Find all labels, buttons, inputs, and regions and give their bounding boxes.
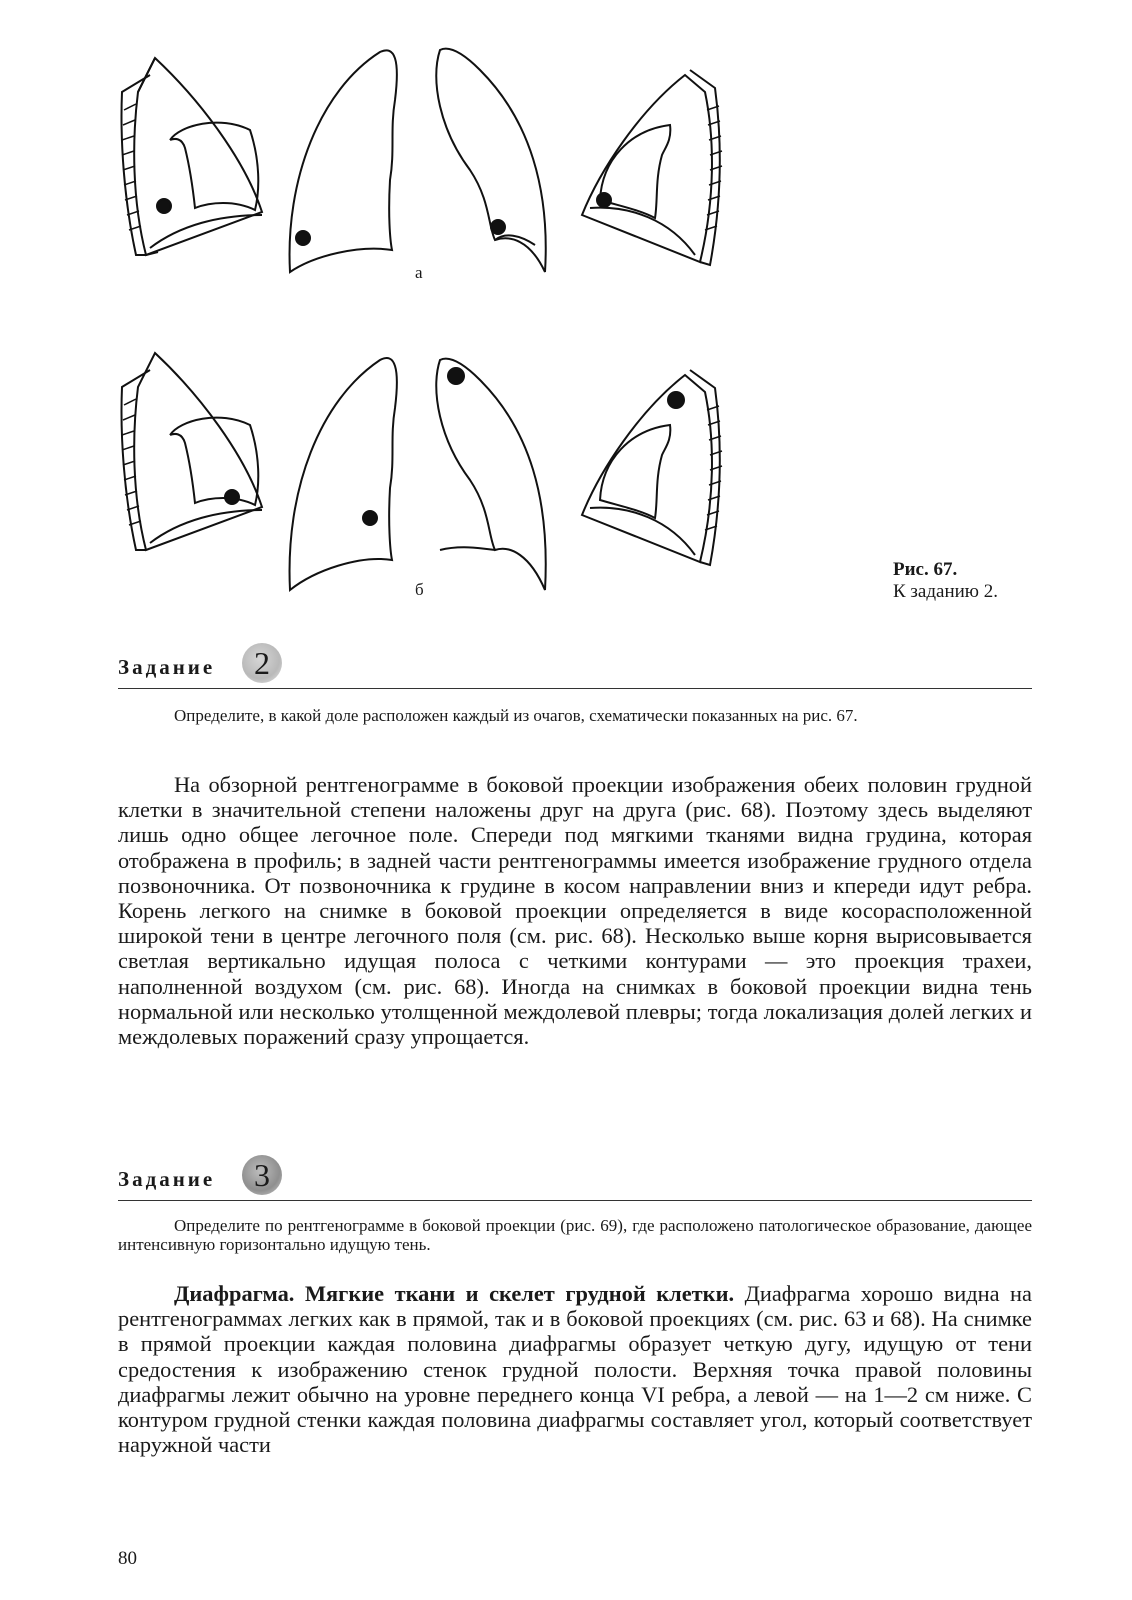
lesion-dot [448,368,464,384]
page-number: 80 [118,1548,137,1569]
lesion-dot [668,392,684,408]
lung-diagrams [110,30,810,620]
task3-heading [118,1167,215,1192]
lesion-dot [597,193,611,207]
task2-heading [118,655,215,680]
paragraph-diaphragm [118,1281,1032,1457]
task3-number: 3 [254,1157,270,1193]
lesion-dot [225,490,239,504]
lesion-dot [157,199,171,213]
figure-caption-number: Рис. 67. [893,559,958,580]
lung-lateral-right-b [122,353,262,550]
lesion-dot [296,231,310,245]
lung-lateral-right-a [122,58,262,255]
paragraph-diaphragm-lead: Диафрагма. Мягкие ткани и скелет грудной клетки. [174,1281,735,1306]
figure-caption-text: К заданию 2. [893,581,998,602]
task3-divider [118,1200,1032,1201]
task2-text: Определите, в какой доле расположен каждый из очагов, схематически показанных на рис. 67. [174,706,858,725]
task3-text: Определите по рентгенограмме в боковой проекции (рис. 69), где расположено патологическое образование, дающее интенсивную горизонтально идущую тень. [118,1216,1032,1254]
figure-label-b: б [415,580,424,599]
task2-divider [118,688,1032,689]
lung-frontal-left-b [436,359,545,590]
lung-lateral-left-b [582,370,722,565]
task2-number: 2 [254,645,270,681]
task3-heading-label: Задание [118,1167,216,1191]
lung-frontal-right-b [290,358,397,590]
task2-heading-label: Задание [118,655,216,679]
lesion-dot [363,511,377,525]
figure-label-a: а [415,263,423,282]
figure-67 [110,30,810,620]
lung-frontal-right-a [290,50,397,272]
paragraph-lateral-projection: На обзорной рентгенограмме в боковой проекции изображения обеих половин грудной клетки в значительной степени наложены друг на друга (рис. 68). Поэтому здесь выделяют лишь одно общее легочное поле. Спереди под мягкими тканями видна грудина, которая отображена в профиль; в задней части рентгенограммы имеется изображение грудного отдела позвоночника. От позвоночника к грудине в косом направлении вниз и кпереди идут ребра. Корень легкого на снимке в боковой проекции определяется в виде косорасположенной широкой тени в центре легочного поля (см. рис. 68). Несколько выше корня вырисовывается светлая вертикально идущая полоса с четкими контурами — это проекция трахеи, наполненной воздухом (см. рис. 68). Иногда на снимках в боковой проекции видна тень нормальной или несколько утолщенной междолевой плевры; тогда локализация долей легких и междолевых поражений сразу упрощается. [118,772,1032,1050]
lung-frontal-left-a [436,49,545,272]
paragraph-diaphragm-body: Диафрагма хорошо видна на рентгенограммах легких как в прямой, так и в боковой проекциях (см. рис. 63 и 68). На снимке в прямой проекции каждая половина диафрагмы образует четкую дугу, идущую от тени средостения к изображению стенок грудной полости. Верхняя точка правой половины диафрагмы лежит обычно на уровне переднего конца VI ребра, а левой — на 1—2 см ниже. С контуром грудной стенки каждая половина диафрагмы составляет угол, который соответствует наружной части [118,1281,1032,1458]
lung-lateral-left-a [582,70,722,265]
lesion-dot [491,220,505,234]
figure-caption [893,559,998,603]
